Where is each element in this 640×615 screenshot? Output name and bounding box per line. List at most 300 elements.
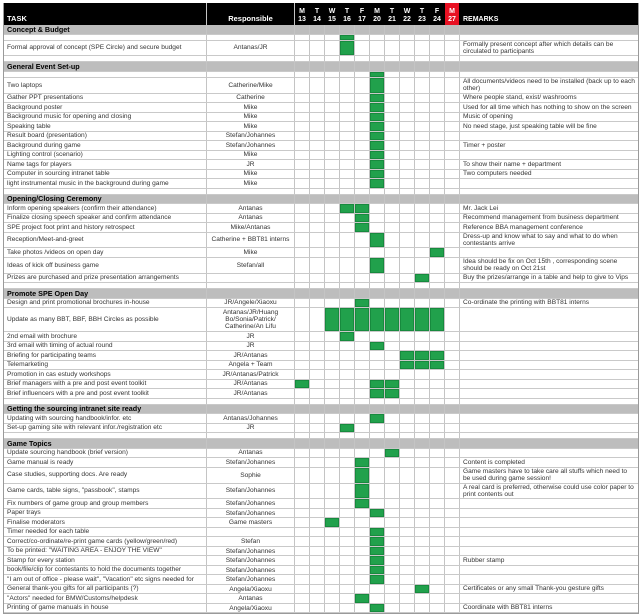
- day-cell: [400, 41, 415, 56]
- day-cell: [340, 499, 355, 508]
- day-cell: [385, 518, 400, 527]
- day-cell: [385, 160, 400, 169]
- responsible-cell: Mike: [207, 170, 295, 179]
- day-cell: [370, 370, 385, 379]
- day-cell: [430, 433, 445, 438]
- day-cell: [370, 484, 385, 499]
- day-cell: [325, 556, 340, 565]
- day-cell: [415, 160, 430, 169]
- day-cell: [430, 332, 445, 341]
- day-cell: [295, 25, 310, 34]
- day-cell: [445, 56, 460, 61]
- responsible-cell: JR/Antanas: [207, 380, 295, 389]
- day-cell: [415, 509, 430, 518]
- day-cell: [445, 389, 460, 398]
- day-cell: [340, 195, 355, 204]
- remark-cell: Game masters have to take care all stuffs which need to be used during game session!: [463, 467, 628, 483]
- day-cell: [295, 170, 310, 179]
- day-cell: [325, 449, 340, 458]
- day-cell: [370, 283, 385, 288]
- day-cell: [355, 94, 370, 103]
- day-cell: [430, 160, 445, 169]
- day-cell: [310, 78, 325, 93]
- day-cell: [355, 509, 370, 518]
- task-cell: 2nd email with brochure: [4, 332, 207, 341]
- task-row: [4, 575, 638, 585]
- task-row: [4, 547, 638, 557]
- day-cell: [400, 575, 415, 584]
- section-header-row: [4, 62, 638, 72]
- remark-cell: [460, 283, 638, 288]
- task-row: [4, 566, 638, 576]
- section-title: Game Topics: [4, 439, 207, 448]
- day-cell: [445, 594, 460, 603]
- day-cell: [355, 233, 370, 248]
- day-cell: [295, 547, 310, 556]
- day-cell: [355, 414, 370, 423]
- remark-cell: Dress-up and know what to say and what to do when contestants arrive: [463, 232, 618, 248]
- gantt-bar-cell: [370, 72, 385, 77]
- responsible-cell: Angela/Xiaoxu: [207, 585, 295, 594]
- project-plan-table: [3, 3, 639, 614]
- day-cell: [325, 274, 340, 283]
- day-cell: [340, 78, 355, 93]
- section-header-row: [4, 439, 638, 449]
- gantt-bar-cell: [370, 160, 385, 169]
- remark-cell: [460, 509, 638, 518]
- day-cell: [385, 594, 400, 603]
- day-cell: [310, 528, 325, 537]
- day-cell: [415, 299, 430, 308]
- day-cell: [415, 468, 430, 483]
- day-cell: [295, 248, 310, 257]
- day-cell: [385, 248, 400, 257]
- day-cell: [295, 389, 310, 398]
- responsible-cell: Mike/Antanas: [207, 223, 295, 232]
- day-cell: [400, 509, 415, 518]
- day-cell: [415, 594, 430, 603]
- responsible-cell: [207, 35, 295, 40]
- day-letter: T: [419, 8, 425, 15]
- day-cell: [445, 518, 460, 527]
- day-cell: [355, 62, 370, 71]
- gantt-bar-cell: [370, 414, 385, 423]
- remark-cell: [460, 56, 638, 61]
- day-cell: [340, 160, 355, 169]
- day-cell: [370, 351, 385, 360]
- responsible-cell: Antanas: [207, 214, 295, 223]
- day-cell: [295, 556, 310, 565]
- day-cell: [385, 604, 400, 613]
- day-cell: [310, 575, 325, 584]
- remark-cell: Two computers needed: [463, 170, 532, 178]
- day-cell: [325, 62, 340, 71]
- day-cell: [310, 179, 325, 188]
- day-cell: [340, 25, 355, 34]
- day-cell: [370, 399, 385, 404]
- day-cell: [325, 56, 340, 61]
- day-cell: [310, 449, 325, 458]
- day-cell: [340, 566, 355, 575]
- day-cell: [325, 78, 340, 93]
- day-cell: [400, 289, 415, 298]
- day-cell: [415, 604, 430, 613]
- day-cell: [400, 160, 415, 169]
- day-cell: [355, 380, 370, 389]
- task-row: [4, 518, 638, 528]
- day-cell: [400, 604, 415, 613]
- day-cell: [370, 56, 385, 61]
- day-cell: [355, 399, 370, 404]
- day-cell: [400, 204, 415, 213]
- day-cell: [310, 332, 325, 341]
- remark-cell: Where people stand, exist/ washrooms: [463, 94, 577, 102]
- day-cell: [415, 141, 430, 150]
- day-cell: [295, 332, 310, 341]
- day-cell: [385, 233, 400, 248]
- day-cell: [400, 62, 415, 71]
- day-cell: [400, 332, 415, 341]
- day-cell: [430, 380, 445, 389]
- day-cell: [370, 25, 385, 34]
- day-cell: [400, 556, 415, 565]
- day-cell: [340, 414, 355, 423]
- day-cell: [295, 141, 310, 150]
- day-cell: [370, 204, 385, 213]
- day-cell: [385, 35, 400, 40]
- task-cell: Reception/Meet-and-greet: [4, 233, 207, 248]
- task-cell: Ideas of kick off business game: [4, 258, 207, 273]
- day-cell: [385, 25, 400, 34]
- day-cell: [340, 248, 355, 257]
- day-cell: [340, 380, 355, 389]
- day-cell: [355, 537, 370, 546]
- task-cell: Name tags for players: [4, 160, 207, 169]
- day-cell: [385, 56, 400, 61]
- day-cell: [325, 204, 340, 213]
- task-cell: Take photos /videos on open day: [4, 248, 207, 257]
- day-column-header: [400, 3, 415, 25]
- day-letter: W: [328, 8, 336, 15]
- responsible-cell: [207, 399, 295, 404]
- day-cell: [355, 25, 370, 34]
- day-cell: [325, 528, 340, 537]
- day-letter: M: [299, 8, 305, 15]
- day-cell: [325, 566, 340, 575]
- day-cell: [310, 509, 325, 518]
- day-cell: [325, 399, 340, 404]
- day-cell: [340, 594, 355, 603]
- day-cell: [355, 547, 370, 556]
- task-row: [4, 103, 638, 113]
- remark-cell: Rubber stamp: [463, 556, 505, 564]
- day-cell: [385, 62, 400, 71]
- day-cell: [430, 299, 445, 308]
- gantt-bar-cell: [295, 380, 310, 389]
- day-cell: [430, 424, 445, 433]
- day-cell: [415, 575, 430, 584]
- day-column-header: [370, 3, 385, 25]
- day-cell: [325, 424, 340, 433]
- task-cell: Game manual is ready: [4, 458, 207, 467]
- day-cell: [355, 518, 370, 527]
- day-cell: [340, 258, 355, 273]
- gantt-bar-cell: [385, 389, 400, 398]
- task-cell: Two laptops: [4, 78, 207, 93]
- gantt-bar-cell: [370, 94, 385, 103]
- gantt-bar-cell: [370, 122, 385, 131]
- task-row: [4, 594, 638, 604]
- day-cell: [415, 132, 430, 141]
- day-cell: [340, 575, 355, 584]
- day-cell: [295, 537, 310, 546]
- day-cell: [295, 195, 310, 204]
- remark-cell: Idea should be fix on Oct 15th , corresponding scene should be ready on Oct 21st: [463, 257, 618, 273]
- day-cell: [400, 103, 415, 112]
- task-row: [4, 556, 638, 566]
- day-cell: [310, 113, 325, 122]
- day-cell: [295, 405, 310, 414]
- task-cell: Gather PPT presentations: [4, 94, 207, 103]
- responsible-cell: Stefan/Johannes: [207, 484, 295, 499]
- day-cell: [295, 458, 310, 467]
- day-cell: [415, 342, 430, 351]
- day-cell: [355, 389, 370, 398]
- day-cell: [295, 151, 310, 160]
- day-cell: [445, 537, 460, 546]
- task-row: [4, 179, 638, 189]
- task-cell: book/file/clip for contestants to hold the documents together: [4, 566, 207, 575]
- task-row: [4, 223, 638, 233]
- section-remark-cell: [460, 62, 638, 71]
- day-cell: [295, 399, 310, 404]
- day-letter: M: [449, 8, 455, 15]
- task-cell: Result board (presentation): [4, 132, 207, 141]
- day-cell: [445, 308, 460, 331]
- day-column-header: [340, 3, 355, 25]
- gantt-bar-cell: [355, 299, 370, 308]
- responsible-cell: Mike: [207, 151, 295, 160]
- day-cell: [445, 575, 460, 584]
- day-cell: [295, 41, 310, 56]
- day-cell: [415, 195, 430, 204]
- day-cell: [325, 585, 340, 594]
- day-cell: [445, 94, 460, 103]
- day-cell: [430, 223, 445, 232]
- day-cell: [310, 468, 325, 483]
- day-cell: [445, 233, 460, 248]
- section-responsible-cell: [207, 62, 295, 71]
- responsible-cell: JR: [207, 160, 295, 169]
- day-cell: [430, 41, 445, 56]
- day-cell: [415, 179, 430, 188]
- day-cell: [340, 122, 355, 131]
- gantt-bar-cell: [370, 151, 385, 160]
- task-cell: [4, 189, 207, 194]
- day-cell: [310, 56, 325, 61]
- day-cell: [385, 370, 400, 379]
- day-cell: [370, 499, 385, 508]
- day-cell: [295, 189, 310, 194]
- task-row: [4, 258, 638, 274]
- day-cell: [295, 575, 310, 584]
- task-cell: General thank-you gifts for all participants (?): [4, 585, 207, 594]
- day-date: 21: [388, 16, 396, 23]
- gantt-bar-cell: [400, 361, 415, 370]
- day-cell: [325, 342, 340, 351]
- task-cell: Prizes are purchased and prize presentation arrangements: [4, 274, 207, 283]
- remark-cell: Formally present concept after which details can be circulated to participants: [463, 40, 614, 55]
- day-cell: [400, 380, 415, 389]
- day-cell: [430, 62, 445, 71]
- day-cell: [355, 170, 370, 179]
- day-cell: [430, 204, 445, 213]
- day-cell: [340, 458, 355, 467]
- day-cell: [310, 214, 325, 223]
- day-cell: [445, 289, 460, 298]
- day-cell: [355, 283, 370, 288]
- day-cell: [310, 308, 325, 331]
- day-cell: [385, 342, 400, 351]
- day-cell: [295, 132, 310, 141]
- remark-cell: Music of opening: [463, 113, 513, 121]
- day-cell: [340, 132, 355, 141]
- gantt-bar-cell: [370, 380, 385, 389]
- day-cell: [385, 72, 400, 77]
- day-cell: [385, 223, 400, 232]
- day-cell: [310, 248, 325, 257]
- day-cell: [445, 223, 460, 232]
- day-cell: [325, 103, 340, 112]
- day-cell: [415, 370, 430, 379]
- day-cell: [385, 547, 400, 556]
- task-cell: Update sourcing handbook (brief version): [4, 449, 207, 458]
- day-cell: [415, 170, 430, 179]
- day-cell: [340, 528, 355, 537]
- task-row: [4, 141, 638, 151]
- day-cell: [415, 283, 430, 288]
- responsible-cell: Catherine: [207, 94, 295, 103]
- day-cell: [310, 499, 325, 508]
- day-cell: [430, 370, 445, 379]
- gantt-bar-cell: [370, 78, 385, 93]
- day-cell: [385, 351, 400, 360]
- day-column-header: [295, 3, 310, 25]
- task-row: [4, 78, 638, 94]
- day-cell: [325, 380, 340, 389]
- day-cell: [415, 223, 430, 232]
- day-cell: [355, 585, 370, 594]
- day-cell: [295, 289, 310, 298]
- gantt-bar-cell: [340, 35, 355, 40]
- day-cell: [325, 537, 340, 546]
- day-cell: [370, 332, 385, 341]
- day-cell: [325, 405, 340, 414]
- day-cell: [445, 72, 460, 77]
- day-cell: [385, 204, 400, 213]
- day-cell: [340, 274, 355, 283]
- day-cell: [310, 160, 325, 169]
- day-letter: T: [314, 8, 320, 15]
- day-cell: [325, 113, 340, 122]
- task-cell: Printing of game manuals in house: [4, 604, 207, 613]
- day-cell: [295, 414, 310, 423]
- day-cell: [355, 132, 370, 141]
- gantt-bar-cell: [355, 458, 370, 467]
- day-cell: [310, 380, 325, 389]
- day-cell: [325, 433, 340, 438]
- remark-cell: [460, 424, 638, 433]
- day-cell: [295, 62, 310, 71]
- day-cell: [415, 35, 430, 40]
- day-cell: [310, 537, 325, 546]
- day-cell: [340, 289, 355, 298]
- day-cell: [310, 458, 325, 467]
- day-cell: [430, 537, 445, 546]
- day-column-header: [310, 3, 325, 25]
- day-cell: [355, 604, 370, 613]
- gantt-bar-cell: [430, 351, 445, 360]
- day-cell: [310, 585, 325, 594]
- day-cell: [430, 405, 445, 414]
- day-cell: [415, 566, 430, 575]
- plan-body: [4, 25, 638, 613]
- day-cell: [295, 56, 310, 61]
- day-cell: [385, 103, 400, 112]
- day-date: 23: [418, 16, 426, 23]
- day-cell: [355, 342, 370, 351]
- day-cell: [400, 449, 415, 458]
- day-cell: [310, 439, 325, 448]
- day-date: 20: [373, 16, 381, 23]
- day-cell: [400, 458, 415, 467]
- task-cell: Speaking table: [4, 122, 207, 131]
- day-cell: [325, 604, 340, 613]
- section-header-row: [4, 195, 638, 205]
- day-cell: [445, 170, 460, 179]
- task-row: [4, 94, 638, 104]
- day-cell: [340, 342, 355, 351]
- day-cell: [325, 151, 340, 160]
- day-cell: [355, 151, 370, 160]
- day-cell: [400, 258, 415, 273]
- day-cell: [415, 439, 430, 448]
- responsible-cell: [207, 189, 295, 194]
- day-cell: [385, 132, 400, 141]
- day-cell: [310, 414, 325, 423]
- day-cell: [295, 433, 310, 438]
- task-row: [4, 233, 638, 249]
- day-cell: [310, 170, 325, 179]
- remark-cell: [460, 528, 638, 537]
- day-cell: [340, 547, 355, 556]
- day-cell: [445, 160, 460, 169]
- day-cell: [355, 439, 370, 448]
- day-cell: [430, 289, 445, 298]
- day-cell: [415, 41, 430, 56]
- section-remark-cell: [460, 289, 638, 298]
- day-cell: [385, 537, 400, 546]
- day-cell: [340, 405, 355, 414]
- day-cell: [445, 299, 460, 308]
- gantt-bar-cell: [370, 389, 385, 398]
- day-cell: [445, 35, 460, 40]
- gantt-bar-cell: [340, 332, 355, 341]
- day-cell: [415, 449, 430, 458]
- responsible-cell: Catherine + BBT81 interns: [207, 233, 295, 248]
- day-cell: [325, 351, 340, 360]
- day-cell: [445, 439, 460, 448]
